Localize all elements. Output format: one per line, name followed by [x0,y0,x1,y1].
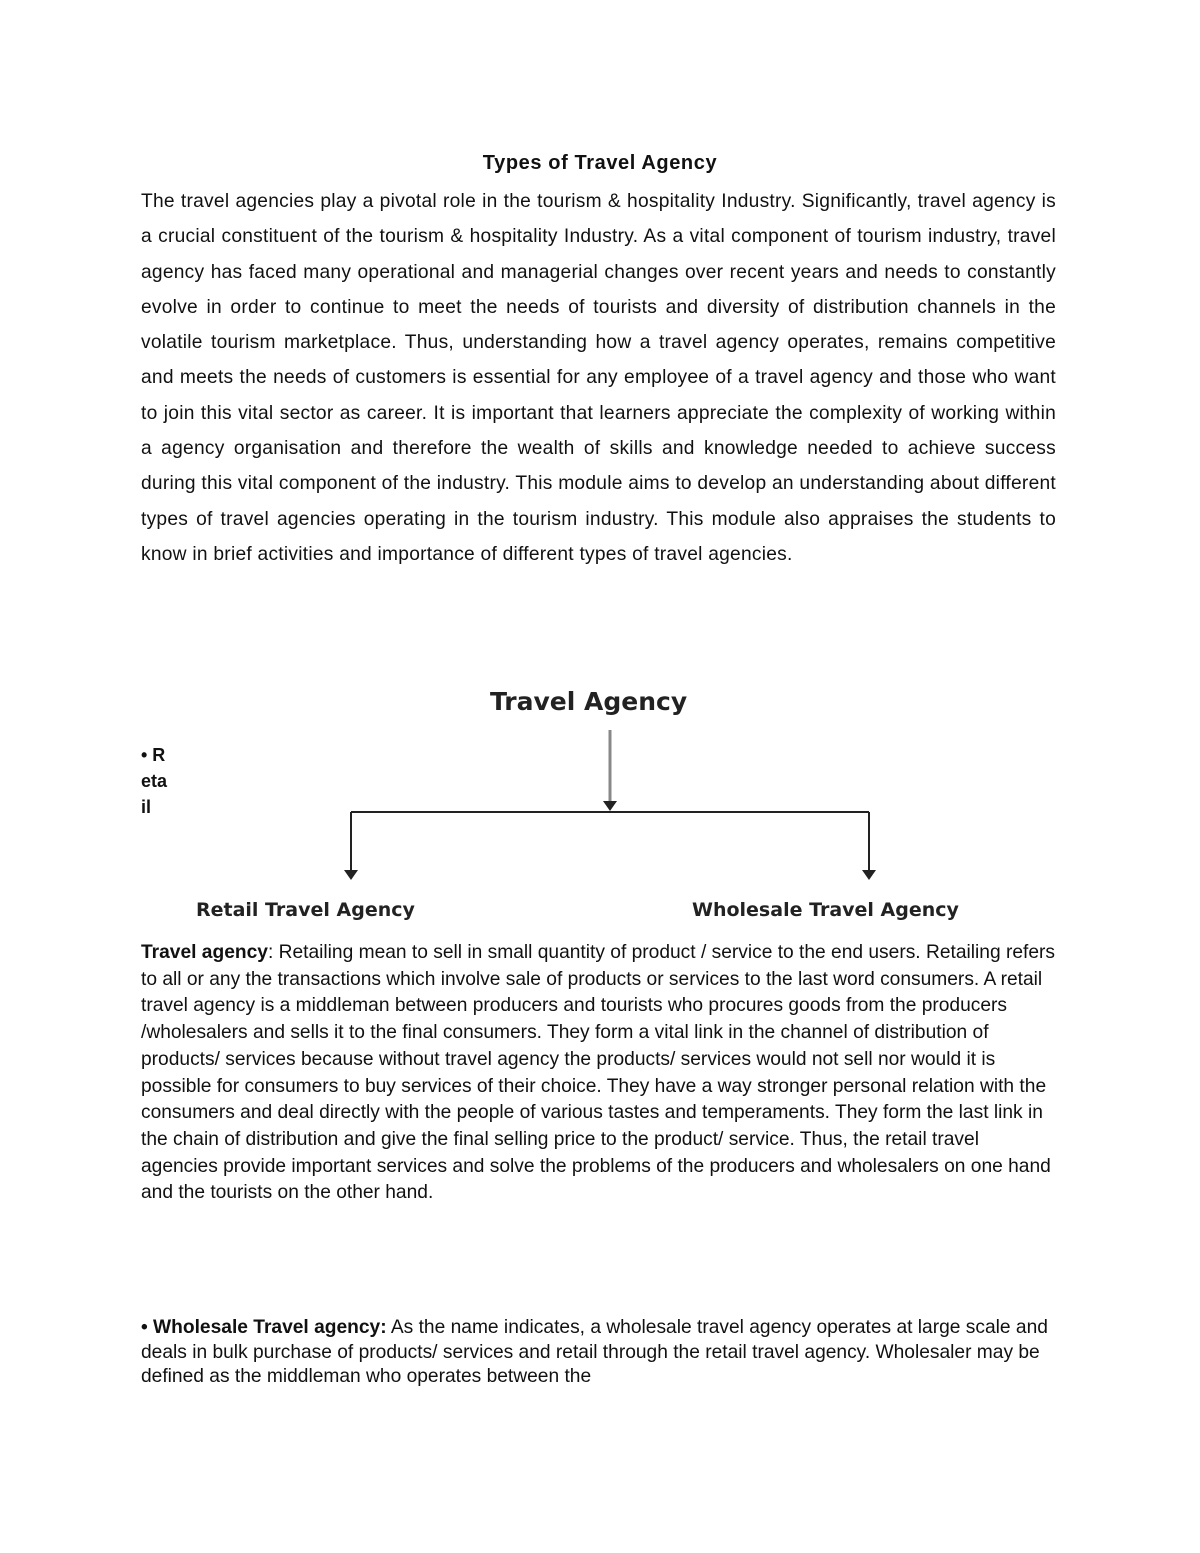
retail-paragraph [141,940,1061,1207]
diagram-retail-label: Retail Travel Agency [196,899,415,921]
intro-paragraph: The travel agencies play a pivotal role in the tourism & hospitality Industry. Significantly, travel agency is a crucial constituent of the tourism & hospitality Industry. As a vital component of tourism industry, travel agency has faced many operational and managerial changes over recent years and needs to constantly evolve in order to continue to meet the needs of tourists and diversity of distribution channels in the volatile tourism marketplace. Thus, understanding how a travel agency operates, remains competitive and meets the needs of customers is essential for any employee of a travel agency and those who want to join this vital sector as career. It is important that learners appreciate the complexity of working within a agency organisation and therefore the wealth of skills and knowledge needed to achieve success during this vital component of the industry. This module aims to develop an understanding about different types of travel agencies operating in the tourism industry. This module also appraises the students to know in brief activities and importance of different types of travel agencies. [141,191,1056,565]
wholesale-paragraph [141,1316,1061,1390]
travel-agency-diagram [0,680,1200,930]
retail-lead: Travel agency [141,942,268,963]
page-title: Types of Travel Agency [482,152,718,174]
retail-fragment-line: il [141,797,152,817]
retail-fragment-line: • R [141,745,166,765]
wholesale-text: As the name indicates, a wholesale travel agency operates at large scale and deals in bulk purchase of products/ services and retail through the retail travel agency. Wholesaler may be defined as the middleman who operates between the [141,1317,1048,1387]
diagram-connectors [0,680,1200,930]
left-arrow-head [344,870,358,880]
diagram-root-label: Travel Agency [490,687,688,716]
wholesale-lead: • Wholesale Travel agency: [141,1317,387,1338]
retail-text: : Retailing mean to sell in small quantity of product / service to the end users. Retailing refers to all or any the transactions which involve sale of products or services to the last word consumers. A retail travel agency is a middleman between producers and tourists who procures goods from the producers /wholesalers and sells it to the final consumers. They form a vital link in the channel of distribution of products/ services because without travel agency the products/ services would not sell nor would it is possible for consumers to buy services of their choice. They have a way stronger personal relation with the consumers and deal directly with the people of various tastes and temperaments. They form the last link in the chain of distribution and give the final selling price to the product/ service. Thus, the retail travel agencies provide important services and solve the problems of the producers and wholesalers on one hand and the tourists on the other hand. [141,942,1056,1204]
retail-fragment-line: eta [141,771,168,791]
diagram-wholesale-label: Wholesale Travel Agency [692,899,959,921]
root-arrow-head [603,801,617,811]
right-arrow-head [862,870,876,880]
